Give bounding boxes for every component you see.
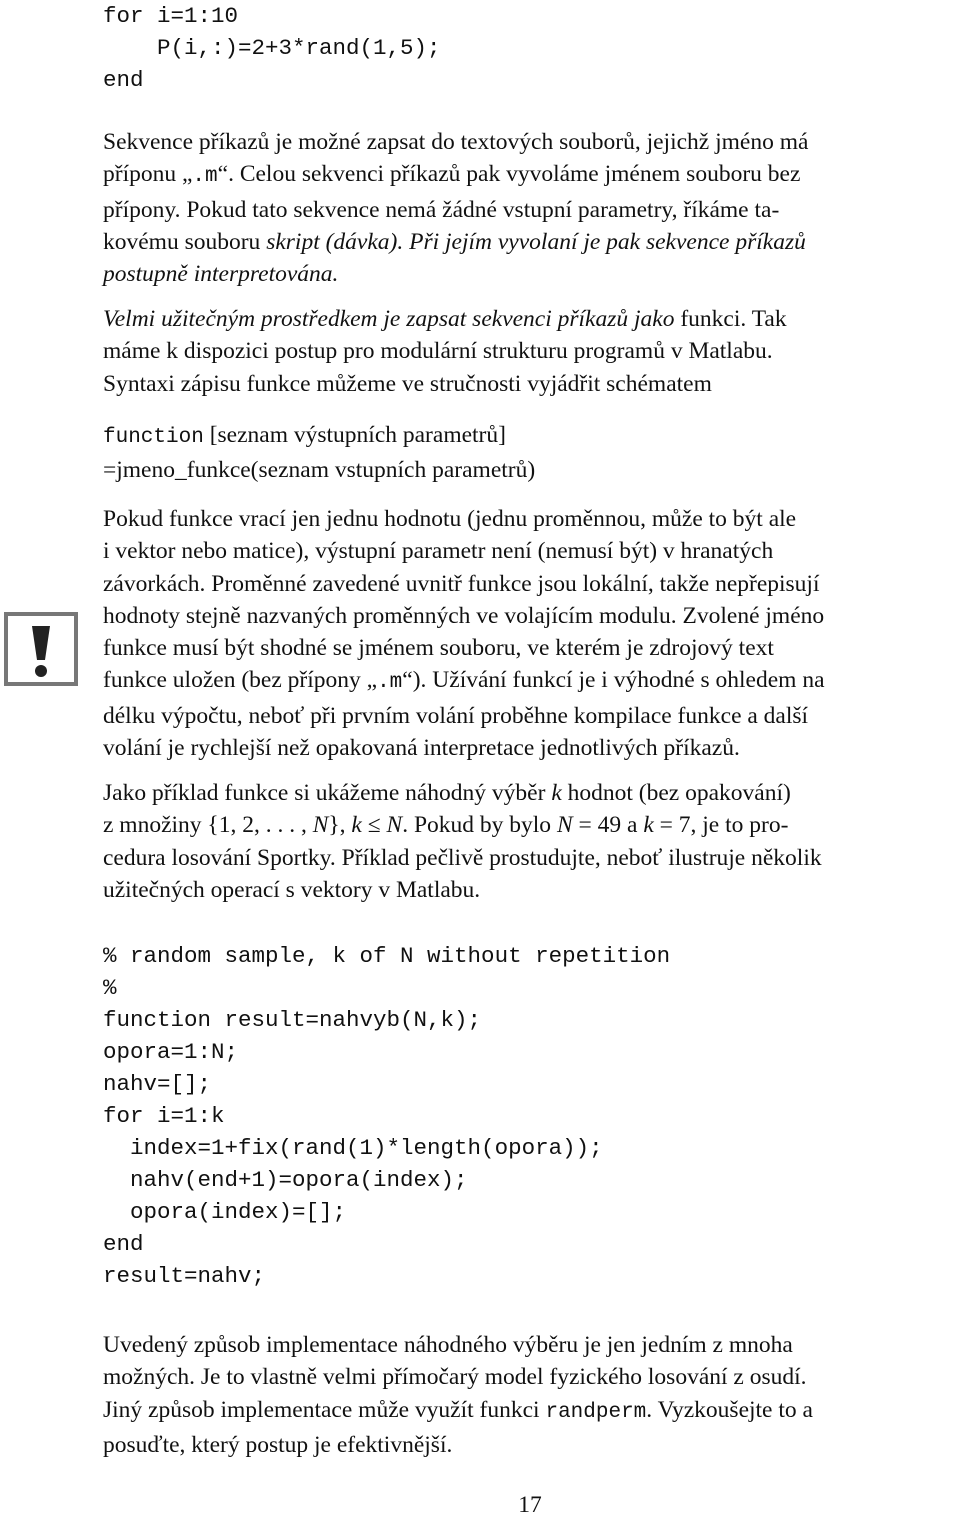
code-line: opora=1:N; <box>103 1039 239 1065</box>
text-line: postupně interpretována. <box>103 261 339 288</box>
code-line: % random sample, k of N without repetition <box>103 943 671 969</box>
code-line: end <box>103 1231 144 1257</box>
text-line: hodnoty stejně nazvaných proměnných ve volajícím modulu. Zvolené jméno <box>103 602 825 629</box>
page-number: 17 <box>518 1492 542 1518</box>
text-line: Syntaxi zápisu funkce můžeme ve stručnosti vyjádřit schématem <box>103 370 712 397</box>
code-line: index=1+fix(rand(1)*length(opora)); <box>103 1135 603 1161</box>
code-block-nahvyb <box>103 940 670 1292</box>
code-line: for i=1:10 <box>103 3 239 29</box>
text-line: z množiny {1, 2, . . . , N}, k ≤ N. Pokud by bylo N = 49 a k = 7, je to pro- <box>103 812 789 839</box>
paragraph-example <box>103 777 957 906</box>
function-syntax-scheme <box>103 419 957 487</box>
code-line: for i=1:k <box>103 1103 225 1129</box>
code-line: P(i,:)=2+3*rand(1,5); <box>103 35 441 61</box>
code-line: nahv=[]; <box>103 1071 212 1097</box>
text-line: volání je rychlejší než opakovaná interpretace jednotlivých příkazů. <box>103 735 740 762</box>
code-line: % <box>103 975 117 1001</box>
text-line: Uvedený způsob implementace náhodného výběru je jen jedním z mnoha <box>103 1332 793 1358</box>
text-line: function [seznam výstupních parametrů] <box>103 422 506 449</box>
text-line: Pokud funkce vrací jen jednu hodnotu (jednu proměnnou, může to být ale <box>103 506 797 532</box>
paragraph-function-rules <box>103 503 957 764</box>
text-line: =jmeno_funkce(seznam vstupních parametrů) <box>103 457 536 484</box>
code-line: opora(index)=[]; <box>103 1199 347 1225</box>
text-line: máme k dispozici postup pro modulární strukturu programů v Matlabu. <box>103 338 773 365</box>
text-line: příponu „.m“. Celou sekvenci příkazů pak vyvoláme jménem souboru bez <box>103 161 801 189</box>
text-line: kovému souboru skript (dávka). Při jejím vyvolaní je pak sekvence příkazů <box>103 228 806 255</box>
text-line: přípony. Pokud tato sekvence nemá žádné vstupní parametry, říkáme ta- <box>103 196 780 223</box>
text-line: závorkách. Proměnné zavedené uvnitř funkce jsou lokální, takže nepřepisují <box>103 570 820 597</box>
code-line: function result=nahvyb(N,k); <box>103 1007 482 1033</box>
text-line: užitečných operací s vektory v Matlabu. <box>103 876 481 903</box>
text-line: Jako příklad funkce si ukážeme náhodný výběr k hodnot (bez opakování) <box>103 780 791 806</box>
paragraph-conclusion <box>103 1329 957 1461</box>
text-line: funkce musí být shodné se jménem souboru, ve kterém je zdrojový text <box>103 635 774 662</box>
code-block-loop <box>103 0 441 96</box>
text-line: délku výpočtu, neboť při prvním volání proběhne kompilace funkce a další <box>103 702 809 729</box>
code-line: nahv(end+1)=opora(index); <box>103 1167 468 1193</box>
text-line: cedura losování Sportky. Příklad pečlivě prostudujte, neboť ilustruje několik <box>103 844 822 871</box>
text-line: Sekvence příkazů je možné zapsat do textových souborů, jejichž jméno má <box>103 129 809 155</box>
text-line: možných. Je to vlastně velmi přímočarý model fyzického losování z osudí. <box>103 1364 807 1391</box>
text-line: i vektor nebo matice), výstupní parametr není (nemusí být) v hranatých <box>103 538 774 565</box>
exclamation-warning-icon <box>4 612 78 686</box>
text-line: Jiný způsob implementace může využít funkci randperm. Vyzkoušejte to a <box>103 1396 813 1424</box>
text-line: posuďte, který postup je efektivnější. <box>103 1431 453 1458</box>
paragraph-functions <box>103 303 957 400</box>
text-line: funkce uložen (bez přípony „.m“). Užívání funkcí je i výhodné s ohledem na <box>103 667 825 695</box>
text-line: Velmi užitečným prostředkem je zapsat sekvenci příkazů jako funkci. Tak <box>103 306 787 332</box>
code-line: end <box>103 67 144 93</box>
paragraph-script-intro <box>103 126 957 290</box>
code-line: result=nahv; <box>103 1263 266 1289</box>
